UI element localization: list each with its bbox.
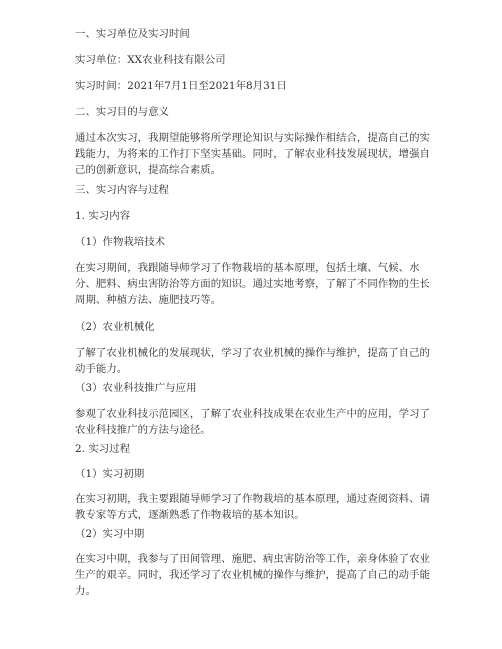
item-heading-crop-cultivation: （1）作物栽培技术 (75, 236, 166, 248)
section-heading-purpose: 二、实习目的与意义 (75, 106, 169, 118)
phase-heading-middle: （2）实习中期 (75, 528, 145, 540)
subheading-process: 2. 实习过程 (75, 443, 131, 455)
purpose-paragraph: 通过本次实习，我期望能够将所学理论知识与实际操作相结合，提高自己的实践能力，为将来的工作打下坚实基础。同时，了解农业科技发展现状，增强自己的创新意识，提高综合素质。 (75, 132, 430, 176)
phase-heading-early: （1）实习初期 (75, 468, 145, 480)
tech-promotion-paragraph: 参观了农业科技示范园区，了解了农业科技成果在农业生产中的应用，学习了农业科技推广的方法与途径。 (75, 408, 430, 436)
item-heading-mechanization: （2）农业机械化 (75, 321, 155, 333)
middle-phase-paragraph: 在实习中期，我参与了田间管理、施肥、病虫害防治等工作，亲身体验了农业生产的艰辛。同时，我还学习了农业机械的操作与维护，提高了自己的动手能力。 (75, 553, 430, 597)
section-heading-content-process: 三、实习内容与过程 (75, 184, 169, 196)
early-phase-paragraph: 在实习初期，我主要跟随导师学习了作物栽培的基本原理，通过查阅资料、请教专家等方式，逐渐熟悉了作物栽培的基本知识。 (75, 493, 430, 521)
item-heading-tech-promotion: （3）农业科技推广与应用 (75, 382, 197, 394)
crop-cultivation-paragraph: 在实习期间，我跟随导师学习了作物栽培的基本原理，包括土壤、气候、水分、肥料、病虫害防治等方面的知识。通过实地考察，了解了不同作物的生长周期、种植方法、施肥技巧等。 (75, 262, 430, 306)
subheading-content: 1. 实习内容 (75, 210, 131, 222)
internship-time: 实习时间：2021年7月1日至2021年8月31日 (75, 80, 287, 92)
section-heading-unit-time: 一、实习单位及实习时间 (75, 28, 190, 40)
mechanization-paragraph: 了解了农业机械化的发展现状，学习了农业机械的操作与维护，提高了自己的动手能力。 (75, 347, 430, 375)
internship-unit: 实习单位：XX农业科技有限公司 (75, 54, 226, 66)
